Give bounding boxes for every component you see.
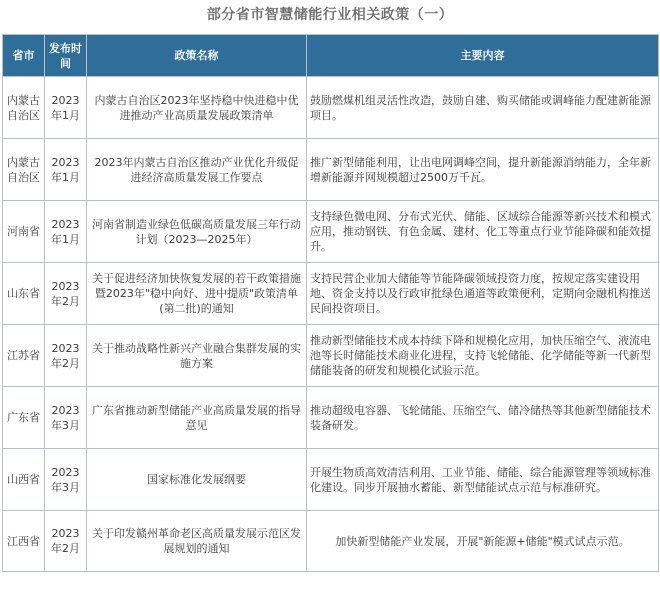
table-row [3,139,659,201]
cell-province: 江西省 [3,511,45,572]
cell-date: 2023年2月 [45,263,87,325]
table-row [3,263,659,325]
cell-content: 推广新型储能利用，让出电网调峰空间，提升新能源消纳能力，全年新增新能源并网规模超过2500万千瓦。 [307,139,659,201]
cell-content: 支持民营企业加大储能等节能降碳领域投资力度，按规定落实建设用地、资金支持以及行政审批绿色通道等政策便利，定期向金融机构推送民间投资项目。 [307,263,659,325]
cell-policy-name: 关于促进经济加快恢复发展的若干政策措施暨2023年"稳中向好、进中提质"政策清单(第二批)的通知 [87,263,307,325]
cell-policy-name: 关于印发赣州革命老区高质量发展示范区发展规划的通知 [87,511,307,572]
table-row [3,387,659,449]
cell-province: 山西省 [3,449,45,511]
cell-date: 2023年1月 [45,201,87,263]
cell-province: 广东省 [3,387,45,449]
cell-date: 2023年3月 [45,449,87,511]
cell-policy-name: 内蒙古自治区2023年坚持稳中快进稳中优进推动产业高质量发展政策清单 [87,77,307,139]
cell-province: 河南省 [3,201,45,263]
cell-content: 鼓励燃煤机组灵活性改造，鼓励自建、购买储能或调峰能力配建新能源项目。 [307,77,659,139]
cell-date: 2023年3月 [45,387,87,449]
cell-content: 开展生物质高效清洁利用、工业节能、储能、综合能源管理等领域标准化建设。同步开展抽水蓄能、新型储能试点示范与标准研究。 [307,449,659,511]
cell-date: 2023年2月 [45,325,87,387]
cell-province: 内蒙古自治区 [3,77,45,139]
header-content: 主要内容 [307,35,659,77]
cell-policy-name: 广东省推动新型储能产业高质量发展的指导意见 [87,387,307,449]
table-row [3,325,659,387]
header-date: 发布时间 [45,35,87,77]
cell-content: 加快新型储能产业发展，开展"新能源+储能"模式试点示范。 [307,511,659,572]
cell-date: 2023年1月 [45,77,87,139]
cell-policy-name: 国家标准化发展纲要 [87,449,307,511]
page-title: 部分省市智慧储能行业相关政策（一） [206,7,454,23]
table-row [3,449,659,511]
cell-date: 2023年1月 [45,139,87,201]
cell-province: 山东省 [3,263,45,325]
table-row [3,77,659,139]
cell-policy-name: 关于推动战略性新兴产业融合集群发展的实施方案 [87,325,307,387]
cell-content: 推动新型储能技术成本持续下降和规模化应用，加快压缩空气、液流电池等长时储能技术商业化进程，支持飞轮储能、化学储能等新一代新型储能装备的研发和规模化试验示范。 [307,325,659,387]
cell-content: 推动超级电容器、飞轮储能、压缩空气、储冷储热等其他新型储能技术装备研发。 [307,387,659,449]
table-row [3,511,659,572]
header-province: 省市 [3,35,45,77]
cell-province: 江苏省 [3,325,45,387]
cell-province: 内蒙古自治区 [3,139,45,201]
cell-policy-name: 河南省制造业绿色低碳高质量发展三年行动计划（2023—2025年） [87,201,307,263]
header-policy-name: 政策名称 [87,35,307,77]
cell-content: 支持绿色微电网、分布式光伏、储能、区域综合能源等新兴技术和模式应用，推动钢铁、有色金属、建材、化工等重点行业节能降碳和能效提升。 [307,201,659,263]
table-header-row [3,35,659,77]
cell-date: 2023年2月 [45,511,87,572]
table-row [3,201,659,263]
policy-table [2,34,659,572]
cell-policy-name: 2023年内蒙古自治区推动产业优化升级促进经济高质量发展工作要点 [87,139,307,201]
